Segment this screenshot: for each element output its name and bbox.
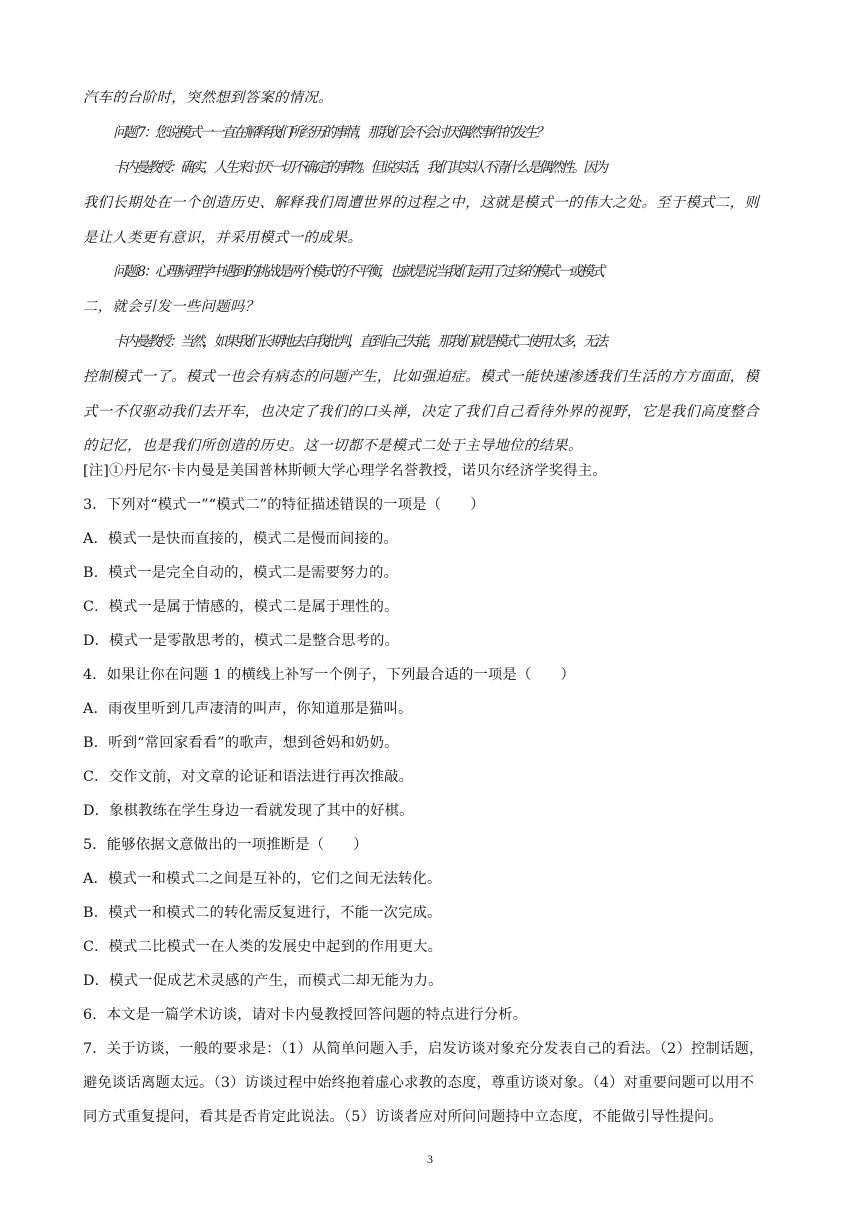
question-7-text: 问题 7：您说模式一一直在解释我们所经历的事情，那我们会不会讨厌偶然事件的发生？ (113, 125, 547, 141)
answer-8-line: 的记忆，也是我们所创造的历史。这一切都不是模式二处于主导地位的结果。 (83, 438, 583, 454)
question-5-option-d: D．模式一促成艺术灵感的产生，而模式二却无能为力。 (83, 973, 443, 989)
footnote: [注]①丹尼尔·卡内曼是美国普林斯顿大学心理学名誉教授，诺贝尔经济学奖得主。 (83, 463, 607, 479)
answer-8-line: 式一不仅驱动我们去开车，也决定了我们的口头禅，决定了我们自己看待外界的视野，它是我们高度整合 (83, 404, 760, 420)
question-4-option-b: B．听到“常回家看看”的歌声，想到爸妈和奶奶。 (83, 735, 399, 751)
answer-8-line: 卡内曼教授：当然，如果我们长期地去自我批判，直到自己失能，那我们就是模式二使用太多，无法 (113, 334, 606, 350)
question-3-stem: 3．下列对“模式一”“模式二”的特征描述错误的一项是（ ） (83, 497, 485, 513)
question-3-option-b: B．模式一是完全自动的，模式二是需要努力的。 (83, 565, 399, 581)
question-5-option-c: C．模式二比模式一在人类的发展史中起到的作用更大。 (83, 939, 443, 955)
question-5-option-a: A．模式一和模式二之间是互补的，它们之间无法转化。 (83, 871, 442, 887)
question-4-option-a: A．雨夜里听到几声凄清的叫声，你知道那是猫叫。 (83, 701, 413, 717)
question-4-stem: 4．如果让你在问题 1 的横线上补写一个例子，下列最合适的一项是（ ） (83, 667, 575, 683)
question-7-line: 避免谈话离题太远。（3）访谈过程中始终抱着虚心求教的态度，尊重访谈对象。（4）对重要问题可以用不 (83, 1075, 755, 1091)
question-3-option-d: D．模式一是零散思考的，模式二是整合思考的。 (83, 633, 400, 649)
page-number: 3 (427, 1152, 433, 1166)
question-3-option-c: C．模式一是属于情感的，模式二是属于理性的。 (83, 599, 399, 615)
question-5-stem: 5．能够依据文意做出的一项推断是（ ） (83, 837, 368, 853)
question-8-line: 二，就会引发一些问题吗？ (83, 299, 260, 315)
interview-paragraph: 汽车的台阶时，突然想到答案的情况。 (83, 90, 333, 106)
answer-8-line: 控制模式一了。模式一也会有病态的问题产生，比如强迫症。模式一能快速渗透我们生活的方方面面，模 (83, 369, 760, 385)
answer-7-line: 卡内曼教授：确实，人生来讨厌一切不确定的事物。但说实话，我们其实认不清什么是偶然性。因为 (113, 160, 606, 176)
question-7-line: 7．关于访谈，一般的要求是：（1）从简单问题入手，启发访谈对象充分发表自己的看法。（2）控制话题， (83, 1041, 764, 1057)
question-4-option-c: C．交作文前，对文章的论证和语法进行再次推敲。 (83, 769, 414, 785)
question-8-line: 问题 8：心理病理学中遇到的挑战是两个模式的不平衡，也就是说当我们运用了过多的模式一或模式 (113, 264, 603, 280)
question-4-option-d: D．象棋教练在学生身边一看就发现了其中的好棋。 (83, 803, 414, 819)
question-6-stem: 6．本文是一篇学术访谈，请对卡内曼教授回答问题的特点进行分析。 (83, 1007, 528, 1023)
answer-7-line: 是让人类更有意识，并采用模式一的成果。 (83, 230, 363, 246)
question-7-line: 同方式重复提问，看其是否肯定此说法。（5）访谈者应对所问问题持中立态度，不能做引导性提问。 (83, 1109, 724, 1125)
question-5-option-b: B．模式一和模式二的转化需反复进行，不能一次完成。 (83, 905, 442, 921)
question-3-option-a: A．模式一是快而直接的，模式二是慢而间接的。 (83, 531, 398, 547)
answer-7-line: 我们长期处在一个创造历史、解释我们周遭世界的过程之中，这就是模式一的伟大之处。至于模式二，则 (83, 195, 760, 211)
